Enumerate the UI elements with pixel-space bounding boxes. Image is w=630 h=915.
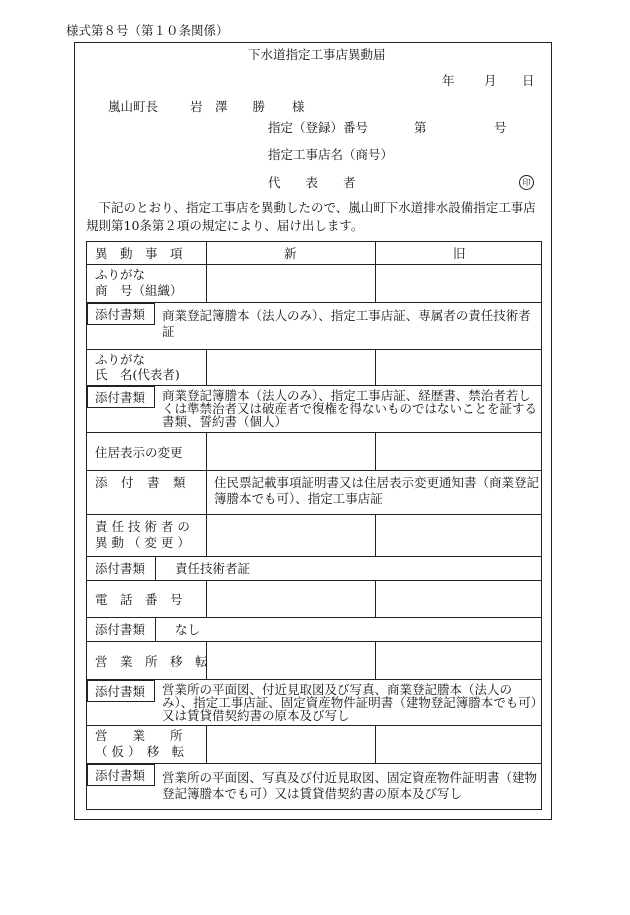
phone-docs: なし xyxy=(175,622,201,637)
engineer-attach-label: 添付書類 xyxy=(95,561,146,576)
registration-number-label: 指定（登録）番号 xyxy=(268,120,369,135)
form-number: 様式第８号（第１０条関係） xyxy=(66,23,229,38)
rep-name-label: 氏 名(代表者) xyxy=(95,367,180,382)
shop-name-label: 指定工事店名（商号） xyxy=(268,147,394,162)
office-move-attach-label: 添付書類 xyxy=(95,684,146,699)
phone-attach-label: 添付書類 xyxy=(95,622,146,637)
intro-text: 下記のとおり、指定工事店を異動したので、嵐山町下水道排水設備指定工事店規則第10条第２項の規定により、届け出します。 xyxy=(86,200,536,233)
trade-name-attach-label: 添付書類 xyxy=(95,307,146,322)
engineer-change-label: 責 任 技 術 者 の 異 動 （ 変 更 ） xyxy=(95,519,190,550)
temp-office-docs: 営業所の平面図、写真及び付近見取図、固定資産物件証明書（建物登記簿謄本でも可）又は賃貸借契約書の原本及び写し xyxy=(162,770,538,801)
rep-name-docs: 商業登記簿謄本（法人のみ）、指定工事店証、経歴書、禁治者若しくは準禁治者又は破産者で復権を得ないものではないことを証する書類、誓約書（個人） xyxy=(162,388,538,429)
engineer-docs: 責任技術者証 xyxy=(175,561,251,576)
seal-mark: 印 xyxy=(519,175,534,190)
address-docs: 住民票記載事項証明書又は住居表示変更通知書（商業登記簿謄本でも可）、指定工事店証 xyxy=(214,475,540,506)
date-day: 日 xyxy=(522,73,535,88)
registration-number-dai: 第 xyxy=(414,120,427,135)
header-item: 異 動 事 項 xyxy=(95,246,183,261)
date-month: 月 xyxy=(484,73,497,88)
temp-office-label-line1: 営 業 所 xyxy=(95,728,183,743)
addressee-honorific: 様 xyxy=(292,99,305,114)
date-year: 年 xyxy=(442,73,455,88)
address-change-label: 住居表示の変更 xyxy=(95,445,183,460)
addressee-name: 岩 澤 勝 xyxy=(190,99,266,114)
temp-office-attach-label: 添付書類 xyxy=(95,768,146,783)
registration-number-go: 号 xyxy=(494,120,507,135)
phone-label: 電 話 番 号 xyxy=(95,592,183,607)
rep-name-attach-label: 添付書類 xyxy=(95,390,146,405)
form-title: 下水道指定工事店異動届 xyxy=(248,47,386,62)
representative-label: 代 表 者 xyxy=(268,175,356,190)
header-new: 新 xyxy=(284,246,297,261)
office-move-docs: 営業所の平面図、付近見取図及び写真、商業登記謄本（法人のみ）、指定工事店証、固定資産物件証明書（建物登記簿謄本でも可）又は賃貸借契約書の原本及び写し xyxy=(162,682,538,723)
trade-name-docs: 商業登記簿謄本（法人のみ）、指定工事店証、専属者の責任技術者証 xyxy=(162,308,531,339)
address-attach-label: 添 付 書 類 xyxy=(95,475,187,490)
header-old: 旧 xyxy=(453,246,466,261)
rep-name-kana: ふりがな xyxy=(95,352,146,367)
office-move-label: 営 業 所 移 転 xyxy=(95,654,208,669)
trade-name-kana: ふりがな xyxy=(95,267,146,282)
trade-name-label: 商 号（組織） xyxy=(95,283,183,298)
temp-office-label-line2: （ 仮 ） 移 転 xyxy=(95,744,185,759)
addressee-title: 嵐山町長 xyxy=(108,99,159,114)
